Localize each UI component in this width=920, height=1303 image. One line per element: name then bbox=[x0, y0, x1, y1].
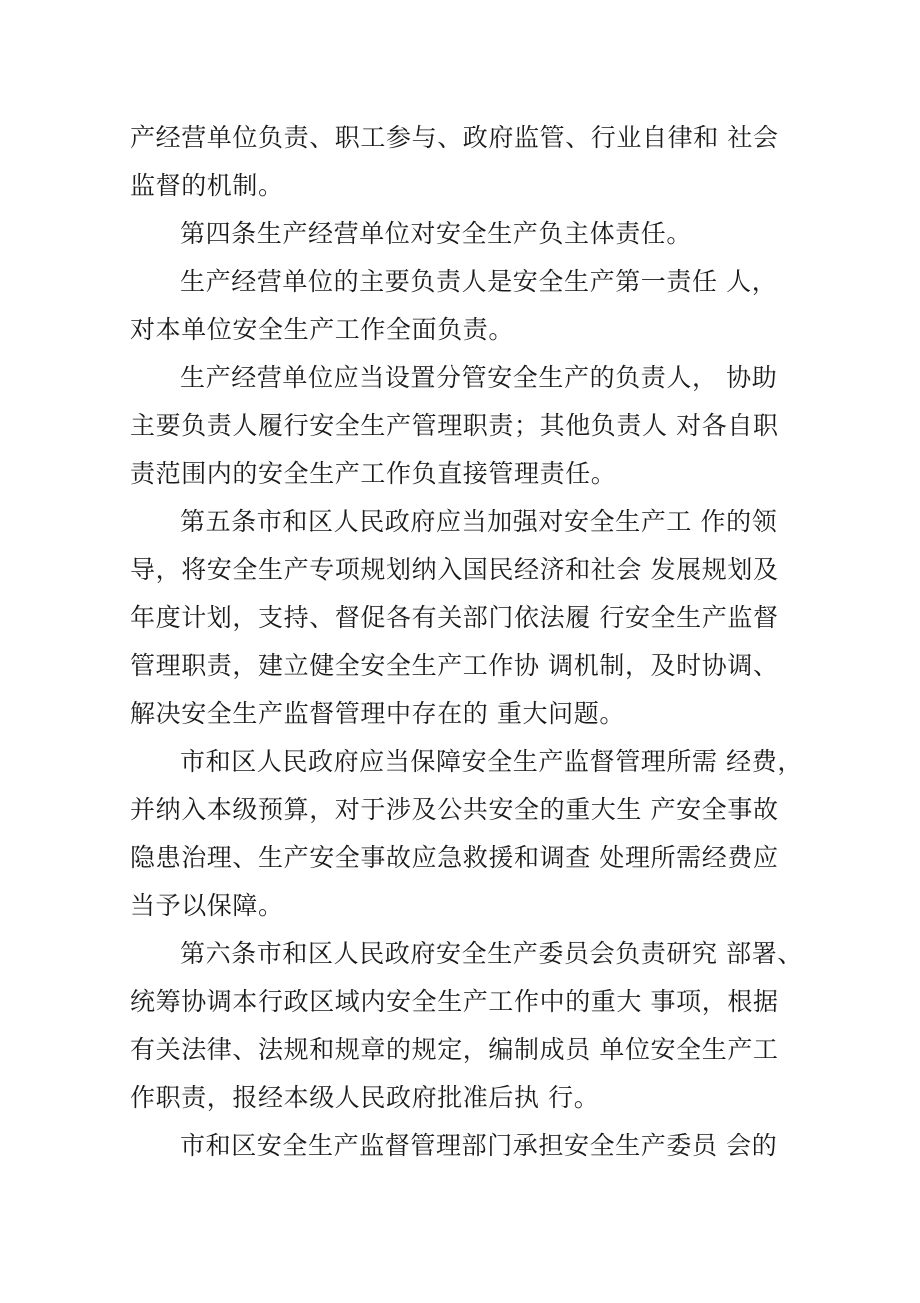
document-body bbox=[130, 114, 803, 1170]
paragraph-7 bbox=[130, 930, 803, 1122]
text-line: 第六条市和区人民政府安全生产委员会负责研究 部署、 bbox=[180, 939, 803, 968]
text-line: 年度计划，支持、督促各有关部门依法履 行安全生产监督 bbox=[130, 603, 779, 632]
paragraph-1 bbox=[130, 114, 790, 210]
text-line: 第五条市和区人民政府应当加强对安全生产工 作的领 bbox=[180, 507, 778, 536]
text-line: 市和区安全生产监督管理部门承担安全生产委员 会的 bbox=[180, 1131, 778, 1160]
text-line: 有关法律、法规和规章的规定，编制成员 单位安全生产工 bbox=[130, 1035, 779, 1064]
text-line: 管理职责，建立健全安全生产工作协 调机制，及时协调、 bbox=[130, 651, 779, 680]
text-line: 对本单位安全生产工作全面负责。 bbox=[130, 315, 515, 344]
text-line: 第四条生产经营单位对安全生产负主体责任。 bbox=[180, 219, 693, 248]
text-line: 当予以保障。 bbox=[130, 891, 284, 920]
text-line: 市和区人民政府应当保障安全生产监督管理所需 经费， bbox=[180, 747, 803, 776]
text-line: 统筹协调本行政区域内安全生产工作中的重大 事项，根据 bbox=[130, 987, 779, 1016]
text-line: 监督的机制。 bbox=[130, 171, 284, 200]
text-line: 产经营单位负责、职工参与、政府监管、行业自律和 社会 bbox=[130, 123, 779, 152]
paragraph-4 bbox=[130, 354, 790, 498]
paragraph-3 bbox=[130, 258, 790, 354]
text-line: 隐患治理、生产安全事故应急救援和调查 处理所需经费应 bbox=[130, 843, 779, 872]
text-line: 生产经营单位的主要负责人是安全生产第一责任 人， bbox=[180, 267, 778, 296]
text-line: 作职责，报经本级人民政府批准后执 行。 bbox=[130, 1083, 600, 1112]
paragraph-8 bbox=[130, 1122, 790, 1170]
paragraph-5 bbox=[130, 498, 790, 738]
text-line: 解决安全生产监督管理中存在的 重大问题。 bbox=[130, 699, 625, 728]
text-line: 主要负责人履行安全生产管理职责；其他负责人 对各自职 bbox=[130, 411, 779, 440]
paragraph-6 bbox=[130, 738, 803, 930]
text-line: 责范围内的安全生产工作负直接管理责任。 bbox=[130, 459, 617, 488]
paragraph-2 bbox=[130, 210, 790, 258]
text-line: 并纳入本级预算，对于涉及公共安全的重大生 产安全事故 bbox=[130, 795, 779, 824]
text-line: 导，将安全生产专项规划纳入国民经济和社会 发展规划及 bbox=[130, 555, 779, 584]
text-line: 生产经营单位应当设置分管安全生产的负责人， 协助 bbox=[180, 363, 778, 392]
